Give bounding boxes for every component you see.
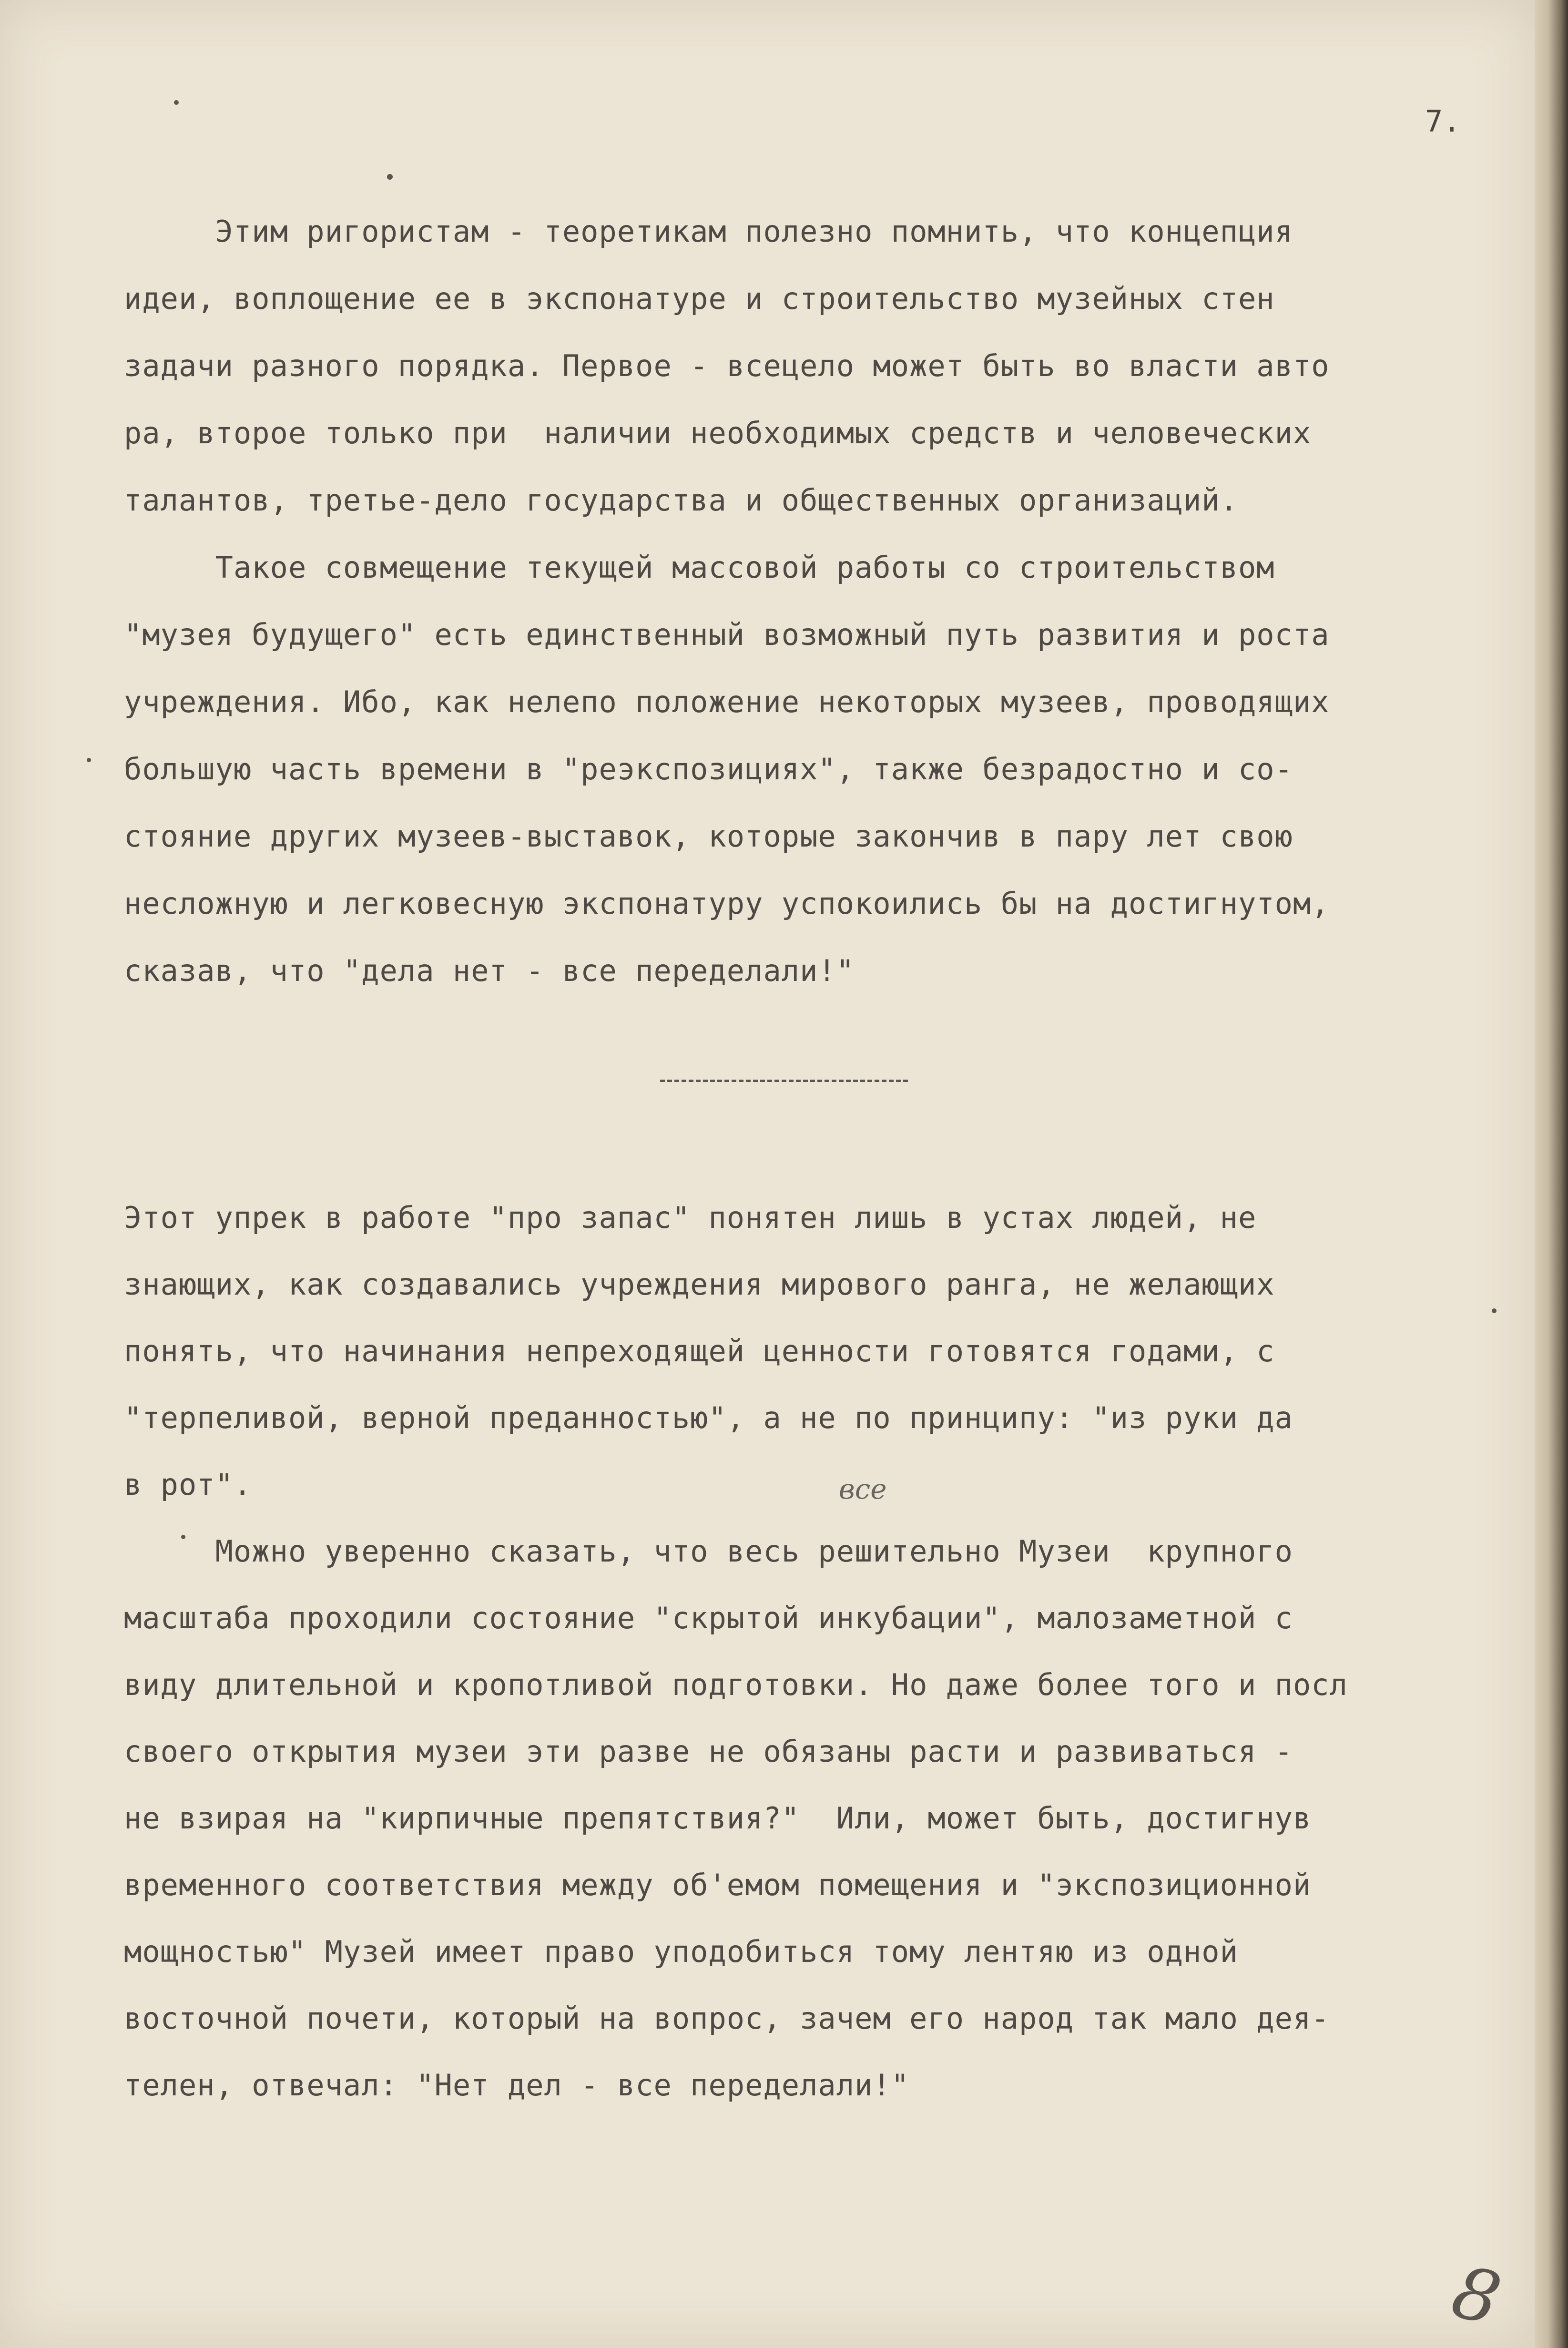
text-line: талантов, третье-дело государства и общественных организаций. (124, 483, 1238, 518)
text-line: ра, второе только при наличии необходимых средств и человеческих (124, 416, 1312, 450)
text-line: Такое совмещение текущей массовой работы со строительством (124, 550, 1275, 585)
text-line: восточной почети, который на вопрос, зачем его народ так мало дея- (124, 2001, 1330, 2036)
text-line: понять, что начинания непреходящей ценности готовятся годами, с (124, 1334, 1275, 1368)
text-line: масштаба проходили состояние "скрытой инкубации", малозаметной с (124, 1601, 1293, 1635)
text-line: несложную и легковесную экспонатуру успокоились бы на достигнутом, (124, 886, 1330, 921)
section-1-text (124, 198, 1535, 1004)
text-line: стояние других музеев-выставок, которые закончив в пару лет свою (124, 819, 1293, 854)
text-line: "музея будущего" есть единственный возможный путь развития и роста (124, 617, 1330, 652)
handwritten-annotation: все (839, 1473, 887, 1505)
text-line: Можно уверенно сказать, что весь решительно Музеи крупного (124, 1534, 1293, 1569)
text-line: телен, отвечал: "Нет дел - все переделали!" (124, 2068, 910, 2103)
text-line: большую часть времени в "реэкспозициях", также безрадостно и со- (124, 752, 1293, 786)
text-line: учреждения. Ибо, как нелепо положение некоторых музеев, проводящих (124, 684, 1330, 719)
ink-speck (174, 100, 179, 105)
text-line: временного соответствия между об'емом помещения и "экспозиционной (124, 1868, 1312, 1902)
page-edge-shadow (1535, 0, 1568, 2348)
text-line: Этим ригористам - теоретикам полезно помнить, что концепция (124, 214, 1293, 249)
page-number: 7. (1425, 104, 1461, 139)
text-line: задачи разного порядка. Первое - всецело может быть во власти авто (124, 348, 1330, 383)
text-line: виду длительной и кропотливой подготовки. Но даже более того и посл (124, 1667, 1348, 1702)
text-line: Этот упрек в работе "про запас" понятен лишь в устах людей, не (124, 1200, 1257, 1235)
handwritten-folio-number: 8 (1444, 2250, 1509, 2342)
text-line: сказав, что "дела нет - все переделали!" (124, 953, 855, 988)
section-separator (660, 1080, 908, 1082)
text-line: идеи, воплощение ее в экспонатуре и строительство музейных стен (124, 281, 1275, 316)
text-line: мощностью" Музей имеет право уподобиться тому лентяю из одной (124, 1934, 1238, 1969)
text-line: в рот". (124, 1467, 252, 1502)
section-2-text (124, 1184, 1535, 2119)
text-line: "терпеливой, верной преданностью", а не по принципу: "из руки да (124, 1400, 1293, 1435)
text-line: знающих, как создавались учреждения мирового ранга, не желающих (124, 1267, 1275, 1302)
ink-speck (87, 758, 91, 762)
text-line: своего открытия музеи эти разве не обязаны расти и развиваться - (124, 1734, 1293, 1769)
text-line: не взирая на "кирпичные препятствия?" Или, может быть, достигнув (124, 1801, 1312, 1836)
ink-speck (387, 174, 393, 180)
